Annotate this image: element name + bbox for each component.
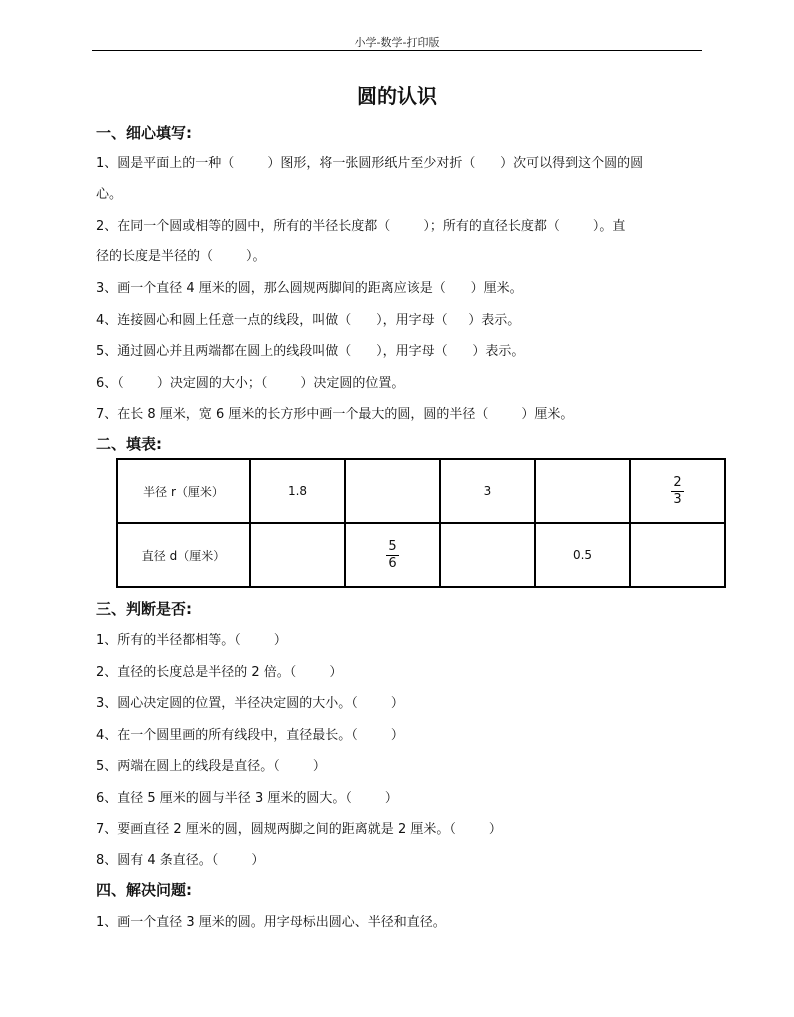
judge-item-5: 5、两端在圆上的线段是直径。（ ）: [96, 759, 326, 774]
table-row-radius: [117, 459, 725, 523]
fill-item-5: 5、通过圆心并且两端都在圆上的线段叫做（ ），用字母（ ）表示。: [96, 344, 525, 359]
fraction-two-thirds: [671, 475, 683, 508]
cell-d-2: [345, 523, 440, 587]
header-rule: [92, 50, 702, 51]
table-row-diameter: [117, 523, 725, 587]
judge-item-4: 4、在一个圆里画的所有线段中，直径最长。（ ）: [96, 728, 404, 743]
cell-d-5[interactable]: [630, 523, 725, 587]
judge-item-3: 3、圆心决定圆的位置，半径决定圆的大小。（ ）: [96, 696, 404, 711]
fill-item-2-cont: 径的长度是半径的（ ）。: [96, 249, 266, 264]
section-table: 二、填表:: [96, 435, 162, 453]
fill-item-3: 3、画一个直径 4 厘米的圆，那么圆规两脚间的距离应该是（ ）厘米。: [96, 281, 523, 296]
fill-item-1: 1、圆是平面上的一种（ ）图形，将一张圆形纸片至少对折（ ）次可以得到这个圆的圆: [96, 156, 644, 171]
judge-item-7: 7、要画直径 2 厘米的圆，圆规两脚之间的距离就是 2 厘米。（ ）: [96, 822, 502, 837]
cell-r-5: [630, 459, 725, 523]
cell-d-1[interactable]: [250, 523, 345, 587]
radius-diameter-table: [116, 458, 726, 588]
section-judge: 三、判断是否:: [96, 600, 192, 618]
cell-d-3[interactable]: [440, 523, 535, 587]
cell-r-3: 3: [440, 459, 535, 523]
fraction-denominator: 6: [388, 555, 397, 571]
fraction-numerator: 5: [388, 538, 397, 554]
judge-item-6: 6、直径 5 厘米的圆与半径 3 厘米的圆大。（ ）: [96, 791, 398, 806]
judge-item-2: 2、直径的长度总是半径的 2 倍。（ ）: [96, 665, 343, 680]
solve-item-1: 1、画一个直径 3 厘米的圆。用字母标出圆心、半径和直径。: [96, 915, 446, 930]
cell-r-1: 1.8: [250, 459, 345, 523]
fraction-denominator: 3: [673, 491, 682, 507]
fraction-numerator: 2: [673, 474, 682, 490]
fill-item-2: 2、在同一个圆或相等的圆中，所有的半径长度都（ ）；所有的直径长度都（ ）。直: [96, 219, 626, 234]
fill-item-6: 6、（ ）决定圆的大小；（ ）决定圆的位置。: [96, 376, 405, 391]
fill-item-1-cont: 心。: [96, 187, 123, 202]
page-title: 圆的认识: [357, 84, 437, 108]
fill-item-7: 7、在长 8 厘米，宽 6 厘米的长方形中画一个最大的圆，圆的半径（ ）厘米。: [96, 407, 574, 422]
cell-r-2[interactable]: [345, 459, 440, 523]
row-label-radius: 半径 r（厘米）: [117, 459, 250, 523]
section-solve: 四、解决问题:: [96, 881, 192, 899]
page-header: 小学-数学-打印版: [354, 36, 440, 49]
judge-item-8: 8、圆有 4 条直径。（ ）: [96, 853, 265, 868]
fraction-five-sixths: [386, 539, 398, 572]
cell-d-4: 0.5: [535, 523, 630, 587]
fill-item-4: 4、连接圆心和圆上任意一点的线段，叫做（ ），用字母（ ）表示。: [96, 313, 521, 328]
judge-item-1: 1、所有的半径都相等。（ ）: [96, 633, 287, 648]
cell-r-4[interactable]: [535, 459, 630, 523]
section-fill-in: 一、细心填写:: [96, 124, 192, 142]
row-label-diameter: 直径 d（厘米）: [117, 523, 250, 587]
